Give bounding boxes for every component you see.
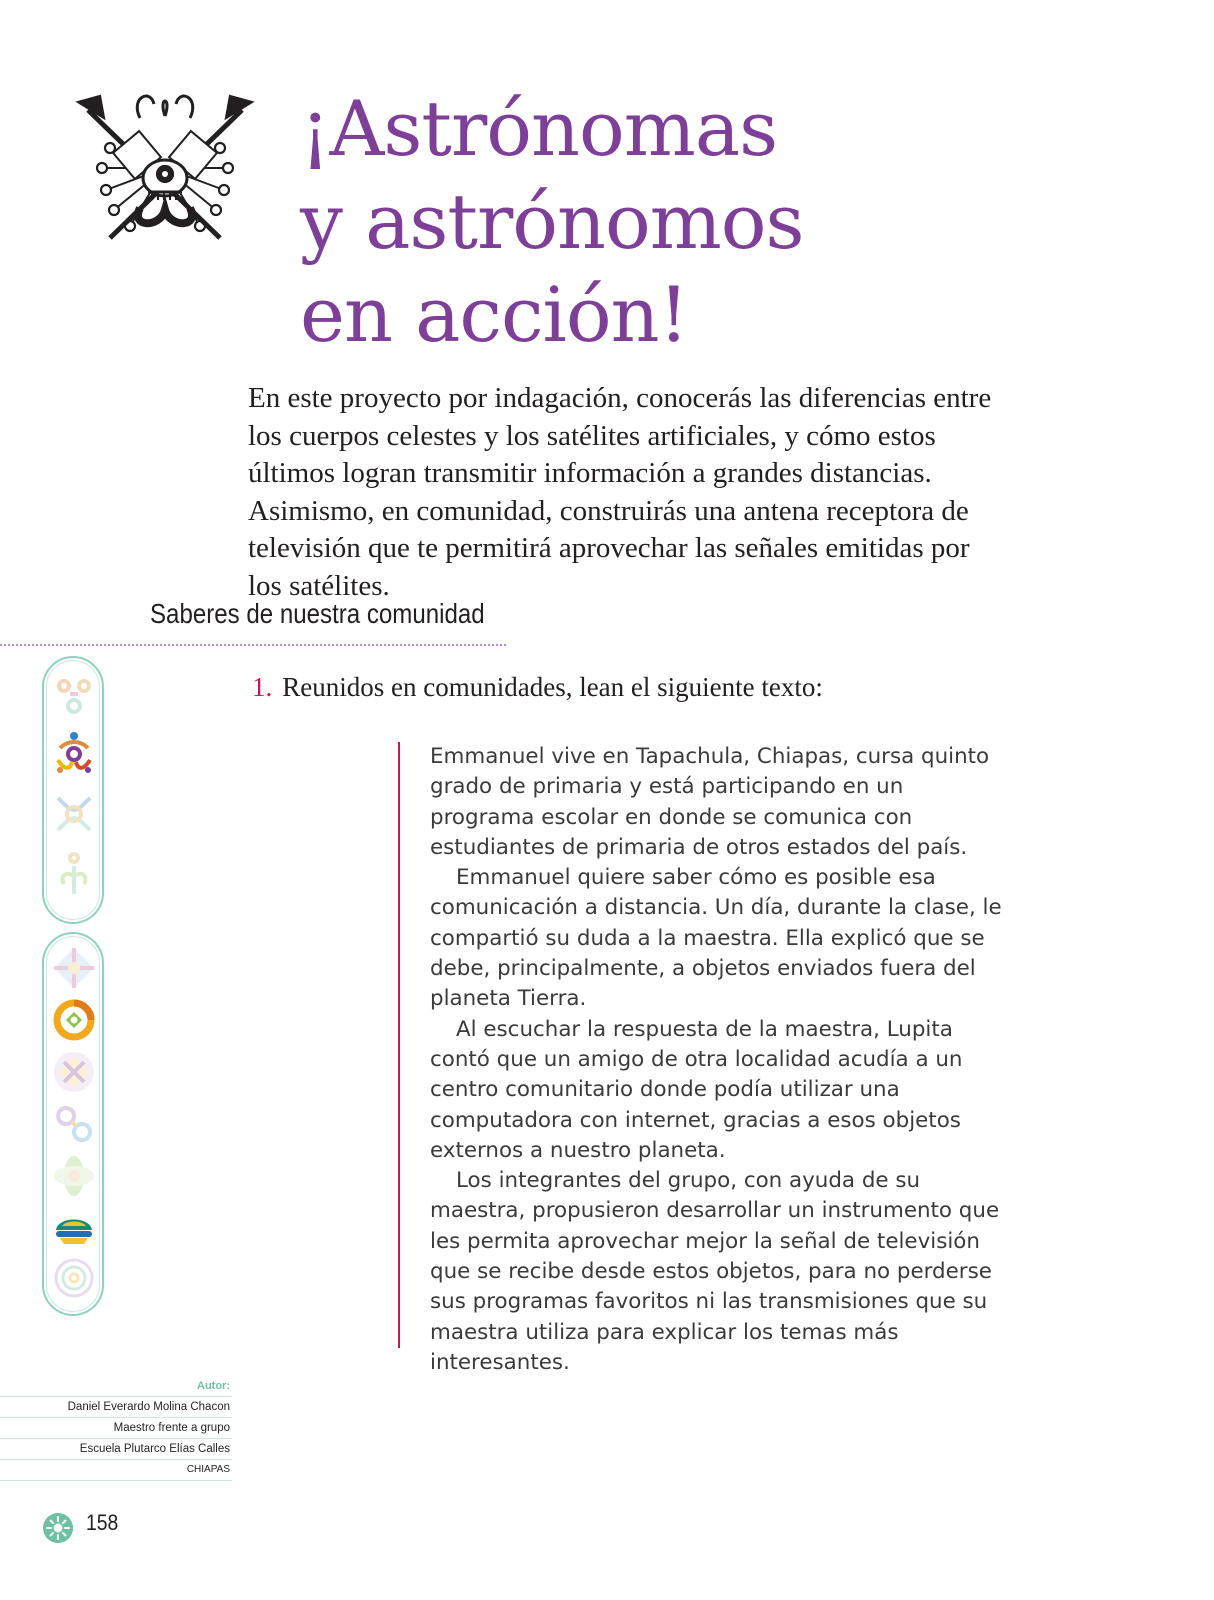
- faded-crossed-figure-icon: [50, 790, 98, 838]
- section-divider: [0, 644, 506, 646]
- author-role: Maestro frente a grupo: [0, 1417, 232, 1438]
- title-line-2: y astrónomos: [300, 177, 804, 266]
- title-line-1: ¡Astrónomas: [300, 84, 778, 173]
- active-ring-icon: [50, 996, 98, 1044]
- author-school: Escuela Plutarco Elías Calles: [0, 1438, 232, 1459]
- active-fan-icon: [50, 1204, 98, 1252]
- author-credits: [0, 1376, 232, 1481]
- faded-diamond-icon: [50, 944, 98, 992]
- reading-text: [430, 742, 1010, 1378]
- activity-instruction: [252, 672, 823, 703]
- reading-paragraph: Emmanuel quiere saber cómo es posible esa comunicación a distancia. Un día, durante la clase, le compartió su duda a la maestra. Ella explicó que se debe, principalmente, a objetos enviados fuera del planeta Tierra.: [430, 865, 1002, 1012]
- faded-sprout-icon: [50, 850, 98, 898]
- author-label: Autor:: [197, 1380, 230, 1392]
- active-dancer-icon: [50, 730, 98, 778]
- activity-text: Reunidos en comunidades, lean el siguiente texto:: [282, 672, 823, 702]
- author-state: CHIAPAS: [0, 1459, 232, 1481]
- reading-accent-bar: [398, 742, 400, 1348]
- intro-paragraph: En este proyecto por indagación, conocerás las diferencias entre los cuerpos celestes y los satélites artificiales, y cómo estos últimos logran transmitir información a grandes distancias. Asimismo, en comunidad, construirás una antena receptora de televisión que te permitirá aprovechar las señales emitidas por los satélites.: [248, 382, 992, 602]
- reading-paragraph: Al escuchar la respuesta de la maestra, Lupita contó que un amigo de otra localidad acudía a un centro comunitario donde podía utilizar una computadora con internet, gracias a esos objetos externos a nuestro planeta.: [430, 1016, 963, 1163]
- author-name: Daniel Everardo Molina Chacon: [0, 1396, 232, 1417]
- faded-circle-icon: [50, 1254, 98, 1302]
- title-line-3: en acción!: [300, 270, 689, 359]
- faded-square-knot-icon: [50, 1048, 98, 1096]
- page-number: 158: [86, 1510, 119, 1535]
- mesoamerican-emblem-icon: [70, 88, 260, 258]
- activity-number: 1.: [252, 672, 273, 702]
- faded-flower-icon: [50, 1152, 98, 1200]
- faded-chain-icon: [50, 1100, 98, 1148]
- section-heading: Saberes de nuestra comunidad: [150, 598, 485, 629]
- sun-badge-icon: [42, 1512, 74, 1544]
- reading-paragraph: Emmanuel vive en Tapachula, Chiapas, cursa quinto grado de primaria y está participando en un programa escolar en donde se comunica con estudiantes de primaria de otros estados del país.: [430, 744, 990, 860]
- reading-paragraph: Los integrantes del grupo, con ayuda de su maestra, propusieron desarrollar un instrumento que les permita aprovechar mejor la señal de televisión que se recibe desde estos objetos, para no perderse sus programas favoritos ni las transmisiones que su maestra utiliza para explicar los temas más interesantes.: [430, 1168, 1000, 1375]
- faded-spiral-icon: [50, 670, 98, 718]
- page-title: [300, 82, 804, 361]
